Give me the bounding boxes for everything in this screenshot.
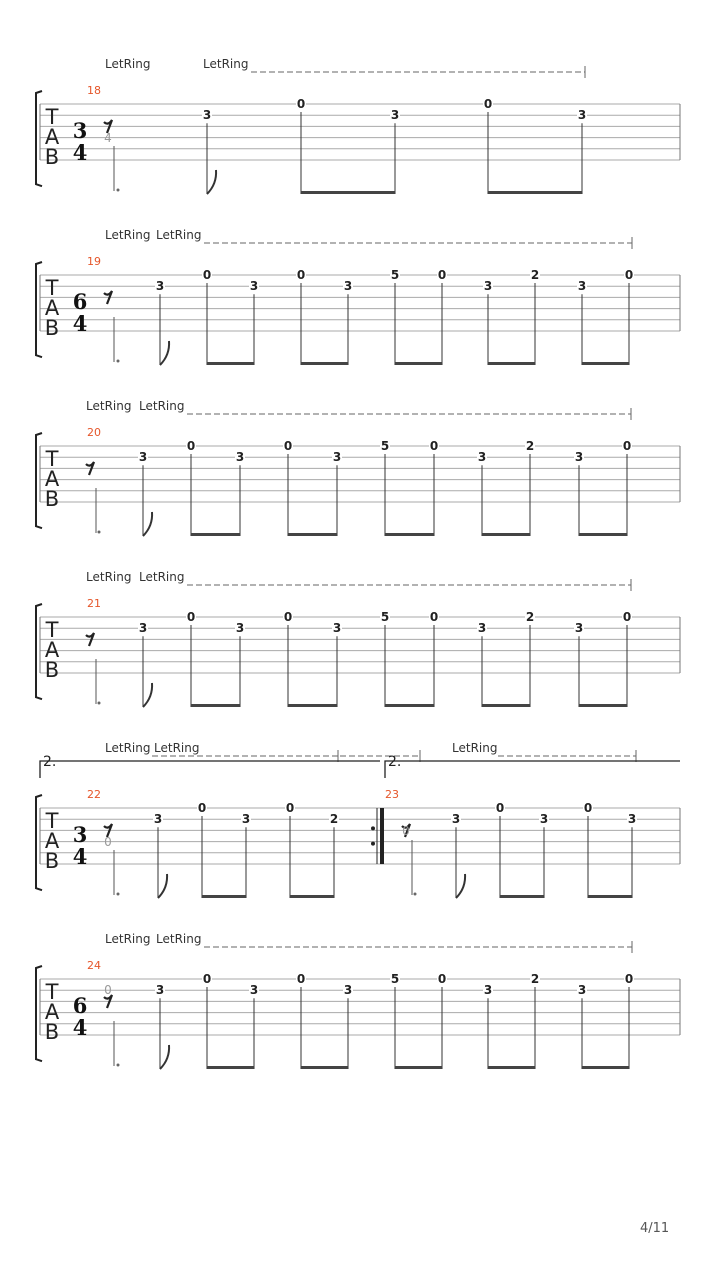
time-sig-bottom: 4	[72, 1015, 88, 1040]
fret-number: 0	[622, 439, 632, 453]
fret-number: 3	[332, 621, 342, 636]
tab-clef-letter: A	[44, 467, 60, 491]
note-beam	[207, 1066, 254, 1069]
fret-number: 3	[235, 621, 245, 636]
fret-number: 3	[577, 983, 587, 998]
note-flag	[160, 1045, 169, 1069]
fret-number: 3	[477, 621, 487, 636]
fret-number: 3	[343, 279, 353, 294]
note-beam	[579, 704, 627, 707]
note-beam	[385, 533, 434, 536]
fret-number: 0	[624, 268, 634, 282]
tab-clef-letter: B	[44, 316, 60, 340]
fret-number: 0	[283, 439, 293, 453]
fret-number: 5	[380, 439, 390, 453]
note-beam	[301, 191, 395, 194]
time-sig-bottom: 4	[72, 311, 88, 336]
fret-number: 2	[530, 268, 540, 282]
system-bracket	[36, 966, 42, 1061]
fret-number: 3	[332, 450, 342, 465]
fret-number: 3	[202, 108, 212, 123]
measure-number: 23	[385, 788, 399, 801]
note-beam	[582, 1066, 629, 1069]
note-flag	[143, 683, 152, 707]
fret-number: 3	[390, 108, 400, 123]
tab-clef-letter: B	[44, 658, 60, 682]
fret-number: 0	[437, 972, 447, 986]
rest-dot	[117, 189, 120, 192]
note-beam	[482, 533, 530, 536]
fret-number: 3	[343, 983, 353, 998]
tab-clef-letter: T	[45, 105, 59, 129]
note-beam	[290, 895, 334, 898]
letring-label: LetRing	[139, 570, 185, 584]
fret-number: 0	[483, 97, 493, 111]
measure-number: 22	[87, 788, 101, 801]
fret-number: 3	[483, 983, 493, 998]
volta-label: 2.	[388, 754, 402, 770]
ghost-fret: 0	[104, 835, 112, 849]
repeat-barline-thick	[380, 808, 384, 864]
note-beam	[288, 704, 337, 707]
page-number: 4/11	[640, 1221, 670, 1236]
system-bracket	[36, 262, 42, 357]
note-beam	[207, 362, 254, 365]
fret-number: 0	[296, 972, 306, 986]
fret-number: 0	[202, 972, 212, 986]
fret-number: 3	[577, 279, 587, 294]
system-bracket	[36, 795, 42, 890]
ghost-fret: 4	[104, 131, 112, 145]
tab-system	[36, 741, 680, 898]
letring-label: LetRing	[105, 57, 151, 71]
fret-number: 0	[437, 268, 447, 282]
note-beam	[482, 704, 530, 707]
rest-dot	[414, 893, 417, 896]
fret-number: 5	[390, 972, 400, 986]
tab-clef-letter: T	[45, 618, 59, 642]
fret-number: 3	[627, 812, 637, 827]
note-beam	[488, 1066, 535, 1069]
time-sig-top: 3	[72, 118, 88, 143]
rest-dot	[117, 1064, 120, 1067]
fret-number: 3	[249, 983, 259, 998]
tab-clef-letter: T	[45, 447, 59, 471]
fret-number: 3	[539, 812, 549, 827]
tab-clef-letter: T	[45, 276, 59, 300]
letring-label: LetRing	[105, 741, 151, 755]
ghost-fret: 0	[104, 983, 112, 997]
fret-number: 2	[329, 812, 339, 827]
fret-number: 3	[153, 812, 163, 827]
tab-clef-letter: T	[45, 980, 59, 1004]
time-sig-top: 6	[72, 289, 88, 314]
fret-number: 3	[138, 450, 148, 465]
system-bracket	[36, 604, 42, 699]
letring-label: LetRing	[86, 570, 132, 584]
fret-number: 0	[296, 97, 306, 111]
fret-number: 3	[241, 812, 251, 827]
tab-clef-letter: T	[45, 809, 59, 833]
note-beam	[191, 533, 240, 536]
tab-clef-letter: A	[44, 1000, 60, 1024]
measure-number: 21	[87, 597, 101, 610]
note-beam	[582, 362, 629, 365]
fret-number: 0	[283, 610, 293, 624]
fret-number: 0	[495, 801, 505, 815]
letring-label: LetRing	[154, 741, 200, 755]
fret-number: 3	[451, 812, 461, 827]
fret-number: 3	[235, 450, 245, 465]
fret-number: 3	[138, 621, 148, 636]
volta-bracket	[385, 761, 680, 778]
rest-dot	[98, 531, 101, 534]
fret-number: 3	[574, 450, 584, 465]
tab-system	[36, 932, 680, 1069]
volta-bracket	[40, 761, 380, 778]
fret-number: 5	[380, 610, 390, 624]
measure-number: 20	[87, 426, 101, 439]
fret-number: 3	[574, 621, 584, 636]
measure-number: 18	[87, 84, 101, 97]
fret-number: 0	[202, 268, 212, 282]
note-beam	[191, 704, 240, 707]
fret-number: 2	[525, 439, 535, 453]
time-sig-bottom: 4	[72, 140, 88, 165]
fret-number: 0	[296, 268, 306, 282]
fret-number: 3	[477, 450, 487, 465]
time-sig-bottom: 4	[72, 844, 88, 869]
fret-number: 3	[483, 279, 493, 294]
tab-clef-letter: B	[44, 1020, 60, 1044]
note-beam	[588, 895, 632, 898]
letring-label: LetRing	[105, 932, 151, 946]
fret-number: 0	[624, 972, 634, 986]
letring-label: LetRing	[86, 399, 132, 413]
note-beam	[385, 704, 434, 707]
note-beam	[202, 895, 246, 898]
fret-number: 0	[583, 801, 593, 815]
tab-system	[36, 57, 680, 194]
rest-dot	[117, 360, 120, 363]
tab-clef-letter: B	[44, 145, 60, 169]
fret-number: 3	[577, 108, 587, 123]
letring-label: LetRing	[139, 399, 185, 413]
repeat-dot	[371, 842, 375, 846]
ghost-fret: 0	[402, 824, 410, 838]
fret-number: 0	[429, 610, 439, 624]
note-flag	[158, 874, 167, 898]
note-beam	[488, 191, 582, 194]
fret-number: 3	[155, 983, 165, 998]
fret-number: 3	[249, 279, 259, 294]
letring-label: LetRing	[452, 741, 498, 755]
tab-clef-letter: B	[44, 849, 60, 873]
repeat-dot	[371, 826, 375, 830]
fret-number: 0	[197, 801, 207, 815]
note-beam	[301, 362, 348, 365]
fret-number: 0	[285, 801, 295, 815]
tab-clef-letter: A	[44, 125, 60, 149]
measure-number: 24	[87, 959, 101, 972]
fret-number: 0	[186, 439, 196, 453]
time-sig-top: 6	[72, 993, 88, 1018]
tab-system	[36, 228, 680, 365]
system-bracket	[36, 433, 42, 528]
fret-number: 2	[525, 610, 535, 624]
letring-label: LetRing	[203, 57, 249, 71]
note-beam	[579, 533, 627, 536]
fret-number: 2	[530, 972, 540, 986]
tab-clef-letter: A	[44, 829, 60, 853]
volta-label: 2.	[43, 754, 57, 770]
tab-system	[36, 570, 680, 707]
letring-label: LetRing	[105, 228, 151, 242]
note-flag	[456, 874, 465, 898]
note-beam	[395, 362, 442, 365]
measure-number: 19	[87, 255, 101, 268]
system-bracket	[36, 91, 42, 186]
note-beam	[288, 533, 337, 536]
time-sig-top: 3	[72, 822, 88, 847]
note-beam	[500, 895, 544, 898]
tab-clef-letter: A	[44, 296, 60, 320]
rest-dot	[117, 893, 120, 896]
note-beam	[488, 362, 535, 365]
note-beam	[395, 1066, 442, 1069]
tab-clef-letter: B	[44, 487, 60, 511]
tab-clef-letter: A	[44, 638, 60, 662]
tab-system	[36, 399, 680, 536]
note-flag	[160, 341, 169, 365]
fret-number: 5	[390, 268, 400, 282]
fret-number: 0	[429, 439, 439, 453]
fret-number: 0	[186, 610, 196, 624]
fret-number: 0	[622, 610, 632, 624]
letring-label: LetRing	[156, 228, 202, 242]
letring-label: LetRing	[156, 932, 202, 946]
note-beam	[301, 1066, 348, 1069]
note-flag	[143, 512, 152, 536]
note-flag	[207, 170, 216, 194]
fret-number: 3	[155, 279, 165, 294]
rest-dot	[98, 702, 101, 705]
